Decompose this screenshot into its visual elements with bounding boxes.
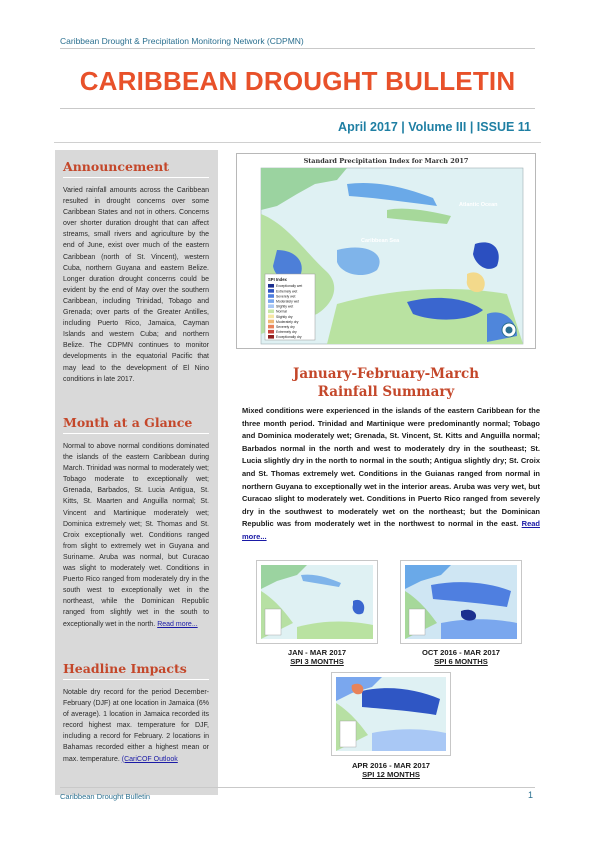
spi-3-period: JAN - MAR 2017 (287, 648, 347, 657)
spi-12-month-map[interactable] (331, 672, 451, 756)
summary-read-more-link[interactable]: Read more... (242, 519, 540, 541)
thumb2-legend (409, 609, 425, 635)
page-number: 1 (527, 790, 533, 800)
headline-impacts-heading: Headline Impacts (63, 661, 187, 676)
legend-swatch (268, 299, 274, 303)
legend-label: Exceptionally dry (276, 335, 302, 340)
thumb3-legend (340, 721, 356, 747)
legend-label: Moderately dry (276, 319, 299, 324)
spi-6-period: OCT 2016 - MAR 2017 (421, 648, 501, 657)
issue-line: April 2017 | Volume III | ISSUE 11 (338, 120, 531, 134)
headline-impacts-body (63, 687, 209, 765)
announcement-rule (63, 177, 209, 178)
announcement-heading: Announcement (63, 159, 169, 174)
header-divider (60, 48, 535, 49)
legend-label: Exceptionally wet (276, 284, 303, 289)
legend-swatch (268, 325, 274, 329)
legend-swatch (268, 335, 274, 339)
cimh-logo-center (506, 327, 513, 334)
summary-title-line1: January-February-March (292, 366, 480, 382)
spi-6-label[interactable]: SPI 6 MONTHS (434, 657, 488, 666)
issue-divider (54, 142, 541, 143)
legend-swatch (268, 294, 274, 298)
legend-label: Severely dry (276, 325, 295, 329)
legend-swatch (268, 330, 274, 334)
spi-12-caption (331, 761, 451, 779)
spi-3-label[interactable]: SPI 3 MONTHS (290, 657, 344, 666)
legend-label: Severely wet (276, 294, 296, 299)
spi-legend-title: SPI Index (268, 277, 287, 282)
legend-swatch (268, 315, 274, 319)
month-at-glance-heading: Month at a Glance (63, 415, 193, 430)
spi-march-map (236, 153, 536, 349)
caribbean-sea-label: Caribbean Sea (361, 238, 400, 244)
legend-label: Slightly dry (276, 314, 293, 319)
announcement-body: Varied rainfall amounts across the Caribbean resulted in drought concerns over some Caribbean States and not in others. Concerns over shorter duration drought that can affect streams, small rivers and agriculture by the end of June, exist over much of the eastern Caribbean (north of St. Vincent), western Cuba, northern Guyana and eastern Belize. Longer duration drought concerns could be evident by the end of May over the southern Caribbean, including Trinidad, Tobago and Grenada; over parts of the Greater Antilles, including Puerto Rico, Jamaica, Cayman Islands and western Cuba; and northern Belize. The CDPMN continues to monitor developments in the equatorial Pacific that may lead to the development of El Nino conditions in late 2017. (63, 187, 209, 383)
spi-3-caption (256, 648, 378, 666)
spi-map-graphic (237, 154, 535, 348)
legend-swatch (268, 304, 274, 308)
legend-swatch (268, 310, 274, 314)
spi-6-caption (400, 648, 522, 666)
month-read-more-link[interactable]: Read more... (157, 620, 198, 628)
legend-label: Normal (276, 309, 287, 314)
spi-3-month-map[interactable] (256, 560, 378, 644)
summary-title-line2: Rainfall Summary (317, 384, 455, 400)
legend-label: Extremely wet (276, 289, 298, 294)
legend-label: Moderately wet (276, 299, 299, 304)
network-name: Caribbean Drought & Precipitation Monitoring Network (CDPMN) (60, 36, 304, 46)
caricof-outlook-link[interactable]: (CariCOF Outlook (121, 755, 178, 763)
summary-body (242, 405, 540, 544)
headline-impacts-text: Notable dry record for the period December-February (DJF) at one location in Jamaica (6% of average). 1 location in Jamaica recorded its record highest max. temperature for DJF, including a record for February. 2 locations in Bahamas recorded either a highest mean or max. temperature. (63, 689, 209, 763)
legend-label: Slightly wet (276, 304, 294, 309)
sidebar (55, 150, 218, 795)
spi-map-title: Standard Precipitation Index for March 2017 (303, 157, 469, 165)
spi-12-label[interactable]: SPI 12 MONTHS (362, 770, 420, 779)
spi-6-month-map[interactable] (400, 560, 522, 644)
footer-title: Caribbean Drought Bulletin (60, 792, 151, 801)
month-at-glance-body (63, 441, 209, 630)
legend-label: Extremely dry (276, 330, 297, 335)
footer-divider (60, 787, 535, 788)
spi-12-month-graphic (332, 673, 450, 755)
month-at-glance-rule (63, 433, 209, 434)
thumb1-legend (265, 609, 281, 635)
spi-6-month-graphic (401, 561, 521, 643)
headline-impacts-rule (63, 679, 209, 680)
title-divider (60, 108, 535, 109)
legend-swatch (268, 284, 274, 288)
spi-3-month-graphic (257, 561, 377, 643)
legend-swatch (268, 289, 274, 293)
thumb2-south-america (441, 619, 517, 639)
spi-12-period: APR 2016 - MAR 2017 (351, 761, 431, 770)
atlantic-ocean-label: Atlantic Ocean (459, 202, 498, 208)
bulletin-title: CARIBBEAN DROUGHT BULLETIN (79, 66, 516, 96)
month-at-glance-text: Normal to above normal conditions dominated the islands of the eastern Caribbean during March. Trinidad was normal to moderately wet; Tobago moderate to exceptionally wet; Grenada, Barbados, St. Lucia Antigua, St. Kitts, St. Maarten and Anguilla normal; St. Vincent and Martinique moderately wet; Dominica extremely wet; St. Thomas and St. Croix exceptionally wet. Conditions ranged from slight to extremely wet in Guyana and Suriname. Aruba was normal, but Curacao was slight to moderately wet. Conditions in Puerto Rico ranged from moderately dry in the south west to exceptionally wet in the northeast, while the Dominican Republic ranged from slightly wet in the south to exceptionally wet in the north. (63, 443, 209, 628)
thumb3-south-america (372, 729, 446, 751)
legend-swatch (268, 320, 274, 324)
summary-text: Mixed conditions were experienced in the islands of the eastern Caribbean for the three month period. Trinidad and Martinique were predominantly normal; Tobago and Dominica moderately wet; Grenada, St. Vincent, St. Kitts and Anguilla normal; Barbados normal in the north and west to moderately dry in the southeast; St. Lucia slightly dry in the north to normal in the south; Antigua slightly dry; St. Croix and St. Thomas extremely wet. Conditions in the Guianas ranged from normal in northern Guyana to exceptionally wet in the interior areas. Aruba was very wet, but Curacao slight to moderately wet. Conditions in Puerto Rico ranged from severely dry in the southwest to moderately wet on the northeast; but the Dominican Republic was from moderately wet in the northwest to normal in the east. (242, 406, 540, 529)
